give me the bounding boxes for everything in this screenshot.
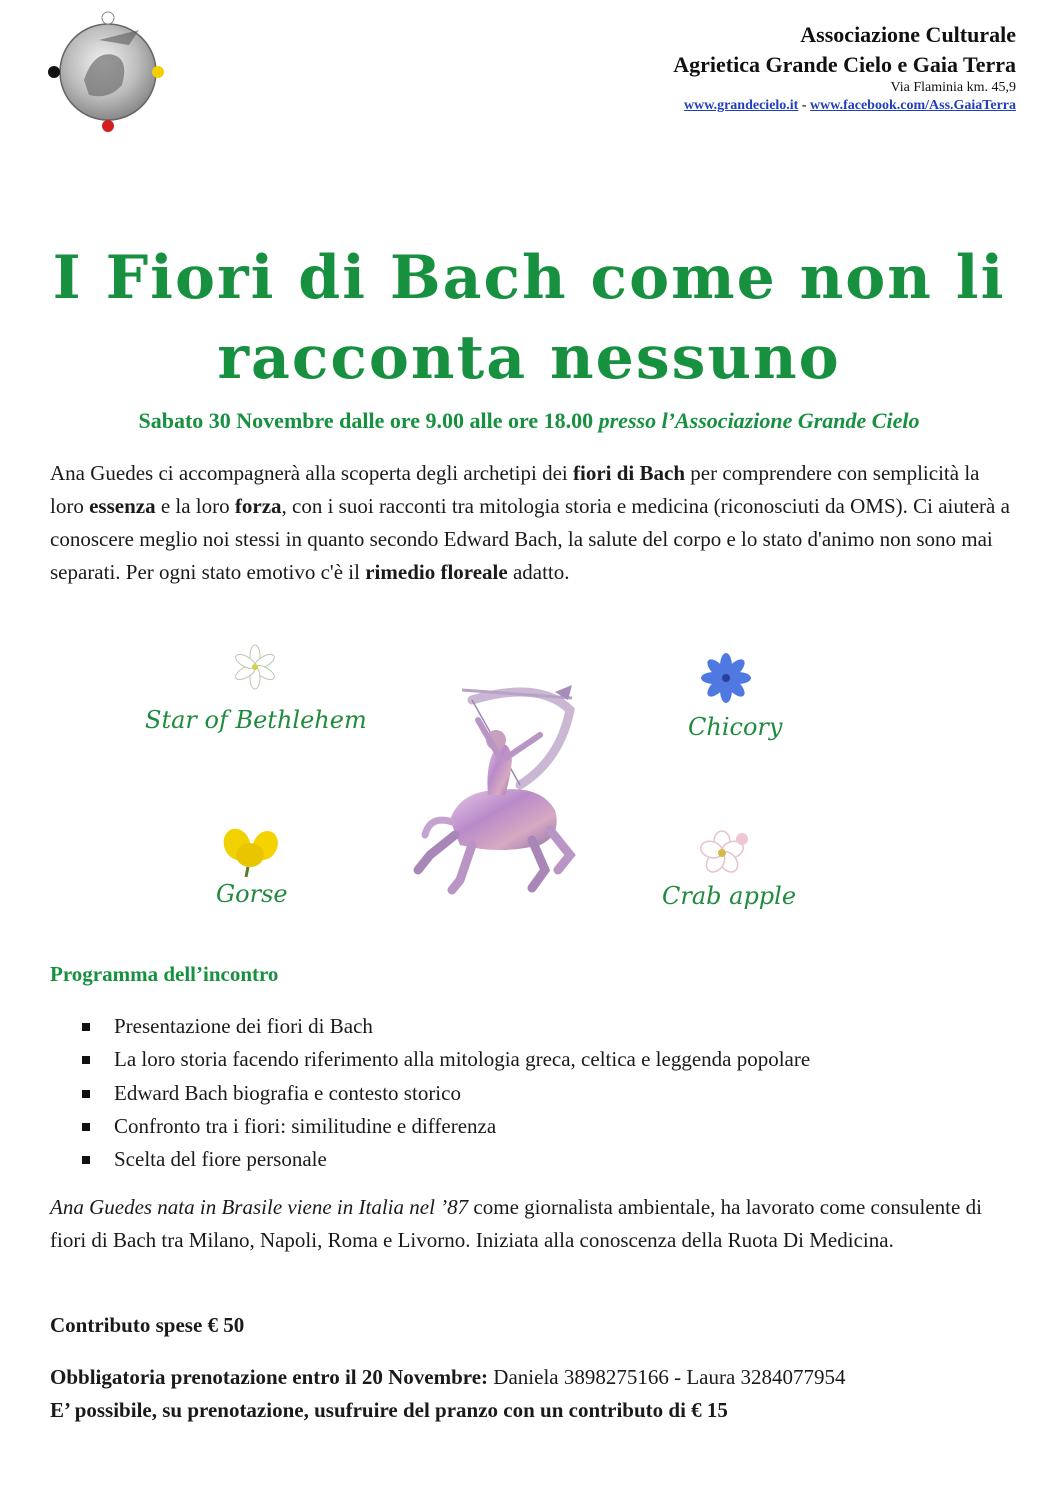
flower-label-star: Star of Bethlehem [145,706,367,734]
intro-text: per comprendere con semplicità la loro [50,461,980,518]
page-title [0,238,1058,398]
intro-text: Ana Guedes ci accompagnerà alla scoperta degli archetipi dei [50,461,568,485]
intro-text: , con i suoi racconti tra mitologia storia e medicina (riconosciuti da OMS). Ci aiuterà a conoscere meglio noi stessi in quanto secondo Edward Bach, la salute del corpo e lo stato d'animo non sono mai separati. Per ogni stato emotivo c'è il [50,494,1010,584]
bio-italic: Ana Guedes nata in Brasile viene in Italia nel ’87 [50,1195,469,1219]
facebook-link[interactable]: www.facebook.com/Ass.GaiaTerra [810,98,1016,113]
title-line-2: racconta nessuno [217,323,841,393]
list-item: Confronto tra i fiori: similitudine e differenza [82,1112,810,1145]
association-logo [44,10,168,134]
event-location: presso l’Associazione Grande Cielo [598,408,920,433]
flower-label-gorse: Gorse [216,880,288,908]
booking-contacts: Daniela 3898275166 - Laura 3284077954 [493,1365,846,1389]
intro-text: adatto. [512,560,570,584]
flower-label-chicory: Chicory [688,713,783,741]
org-address: Via Flaminia km. 45,9 [890,80,1016,95]
website-link[interactable]: www.grandecielo.it [684,98,799,113]
bio-text: come giornalista ambientale, ha lavorato come consulente di fiori di Bach tra Milano, Napoli, Roma e Livorno. Iniziata alla conoscenza della Ruota Di Medicina. [50,1195,982,1252]
list-item: Scelta del fiore personale [82,1145,810,1178]
intro-bold: essenza [89,494,156,518]
intro-bold: fiori di Bach [573,461,686,485]
org-links [684,98,1016,114]
list-item: Presentazione dei fiori di Bach [82,1012,810,1045]
fee-text: Contributo spese € 50 [50,1313,245,1337]
org-name-line2: Agrietica Grande Cielo e Gaia Terra [673,52,1016,77]
booking-line [50,1361,1030,1394]
crab-apple-flower-icon [699,831,748,876]
intro-bold: rimedio floreale [365,560,508,584]
lunch-line [50,1394,1030,1427]
flower-illustration [100,640,900,940]
program-heading: Programma dell’incontro [50,962,279,986]
bio-paragraph [50,1191,1010,1257]
lunch-text: E’ possibile, su prenotazione, usufruire del pranzo con un contributo di € 15 [50,1398,728,1422]
list-item: Edward Bach biografia e contesto storico [82,1079,810,1112]
chicory-flower-icon [701,653,751,703]
intro-text: e la loro [160,494,230,518]
link-separator: - [801,98,807,113]
star-of-bethlehem-flower-icon [233,645,276,689]
booking-info [50,1361,1030,1427]
gorse-flower-icon [219,825,282,877]
event-date: Sabato 30 Novembre dalle ore 9.00 alle ore 18.00 [138,408,594,433]
org-name-line1: Associazione Culturale [800,22,1016,47]
intro-bold: forza [234,494,282,518]
flower-label-crab-apple: Crab apple [662,882,797,910]
event-date-location [0,408,1058,434]
booking-deadline: Obbligatoria prenotazione entro il 20 Novembre: [50,1365,489,1389]
intro-paragraph [50,457,1010,589]
list-item: La loro storia facendo riferimento alla mitologia greca, celtica e leggenda popolare [82,1045,810,1078]
centaur-archer-icon [418,685,572,890]
title-line-1: I Fiori di Bach come non li [52,243,1006,313]
program-list [82,1012,810,1178]
